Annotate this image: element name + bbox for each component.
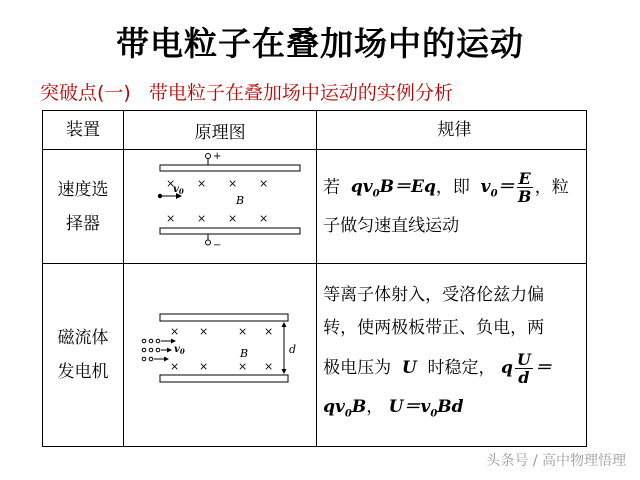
header-diagram: 原理图 <box>124 111 317 150</box>
section-subtitle <box>40 78 453 105</box>
diagram-cell <box>124 150 317 264</box>
header-device: 装置 <box>43 111 124 150</box>
top-plate <box>160 314 288 321</box>
particle-icon <box>149 339 153 343</box>
cross-mark: × <box>259 177 269 190</box>
particle-icon <box>142 339 146 343</box>
cross-mark: × <box>199 325 209 338</box>
fraction: $\frac{U}{d}$ <box>516 349 531 387</box>
device-line: 择器 <box>66 213 101 234</box>
header-law: 规律 <box>317 111 587 150</box>
arrow-up-icon <box>282 322 287 327</box>
subtitle-text: 带电粒子在叠加场中运动的实例分析 <box>148 82 453 104</box>
law-line: 子做匀速直线运动 <box>323 216 460 237</box>
formula: $qv_0B$ <box>323 397 367 420</box>
cross-mark: × <box>238 360 248 373</box>
minus-label: − <box>213 240 222 251</box>
diagram-cell <box>124 264 317 447</box>
cross-mark: × <box>199 360 209 373</box>
law-text: ， <box>366 397 384 418</box>
field-label: B <box>236 194 245 207</box>
particle-icon <box>149 357 153 361</box>
particle-icon <box>149 348 153 352</box>
cross-mark: × <box>264 325 274 338</box>
device-line: 发电机 <box>57 362 109 382</box>
table-row <box>43 264 587 447</box>
arrow-head-icon <box>171 339 176 344</box>
analysis-table <box>42 110 587 447</box>
law-text: 时稳定， <box>427 358 496 379</box>
arrow-head-icon <box>164 357 169 362</box>
law-text: ，粒 <box>534 177 569 198</box>
particle-icon <box>142 357 146 361</box>
device-line: 磁流体 <box>57 328 109 348</box>
law-text: 极电压为 <box>323 358 392 379</box>
table-row <box>43 150 587 264</box>
law-text: ，即 <box>435 177 470 198</box>
law-line <box>323 391 586 430</box>
cross-mark: × <box>170 325 180 338</box>
plus-label: + <box>213 151 222 162</box>
mhd-generator-diagram <box>124 264 316 441</box>
device-cell <box>43 264 124 447</box>
formula: $U=v_0Bd$ <box>388 397 464 420</box>
table-header-row <box>43 111 587 150</box>
terminal-icon <box>206 240 211 245</box>
arrow-head-icon <box>167 348 172 353</box>
law-line <box>323 345 586 391</box>
field-label: B <box>240 347 249 360</box>
law-line: 转，使两极板带正、负电，两 <box>323 318 545 339</box>
particle-icon <box>158 194 162 198</box>
watermark: 头条号 / 高中物理悟理 <box>486 453 626 469</box>
formula: $qv_0B=Eq$ <box>350 177 436 200</box>
field-crosses-bottom <box>170 360 273 373</box>
velocity-label: $v_0$ <box>173 184 184 196</box>
cross-mark: × <box>228 212 238 225</box>
device-cell <box>43 150 124 264</box>
particle-icon <box>156 348 160 352</box>
cross-mark: × <box>259 212 269 225</box>
formula: U <box>401 358 417 379</box>
subtitle-label: 突破点(一) <box>40 82 131 104</box>
law-line: 等离子体射入，受洛伦兹力偏 <box>323 285 545 306</box>
terminal-icon <box>206 154 211 159</box>
law-text: 若 <box>323 177 341 198</box>
cross-mark: × <box>197 177 207 190</box>
bottom-plate <box>160 375 288 382</box>
device-line: 速度选 <box>57 179 109 200</box>
cross-mark: × <box>228 177 238 190</box>
arrow-down-icon <box>282 369 287 374</box>
fraction: $\frac{E}{B}$ <box>517 168 532 206</box>
cross-mark: × <box>238 325 248 338</box>
law-line <box>323 170 586 211</box>
velocity-label: $v_0$ <box>174 344 185 356</box>
field-crosses-bottom <box>166 212 268 225</box>
velocity-selector-diagram <box>124 150 316 258</box>
plasma-particles <box>142 339 160 361</box>
formula: $v_0=$ <box>480 177 515 200</box>
page-title: 带电粒子在叠加场中的运动 <box>116 24 524 63</box>
cross-mark: × <box>166 177 176 190</box>
law-cell <box>317 264 587 447</box>
distance-label: d <box>289 343 297 356</box>
cross-mark: × <box>197 212 207 225</box>
cross-mark: × <box>166 212 176 225</box>
field-crosses-top <box>170 325 273 338</box>
bottom-plate <box>160 228 300 234</box>
formula: q <box>500 358 513 379</box>
cross-mark: × <box>170 360 180 373</box>
top-plate <box>160 165 300 171</box>
particle-icon <box>156 339 160 343</box>
cross-mark: × <box>264 360 274 373</box>
formula: ＝ <box>534 358 552 379</box>
particle-icon <box>142 348 146 352</box>
law-cell <box>317 150 587 264</box>
